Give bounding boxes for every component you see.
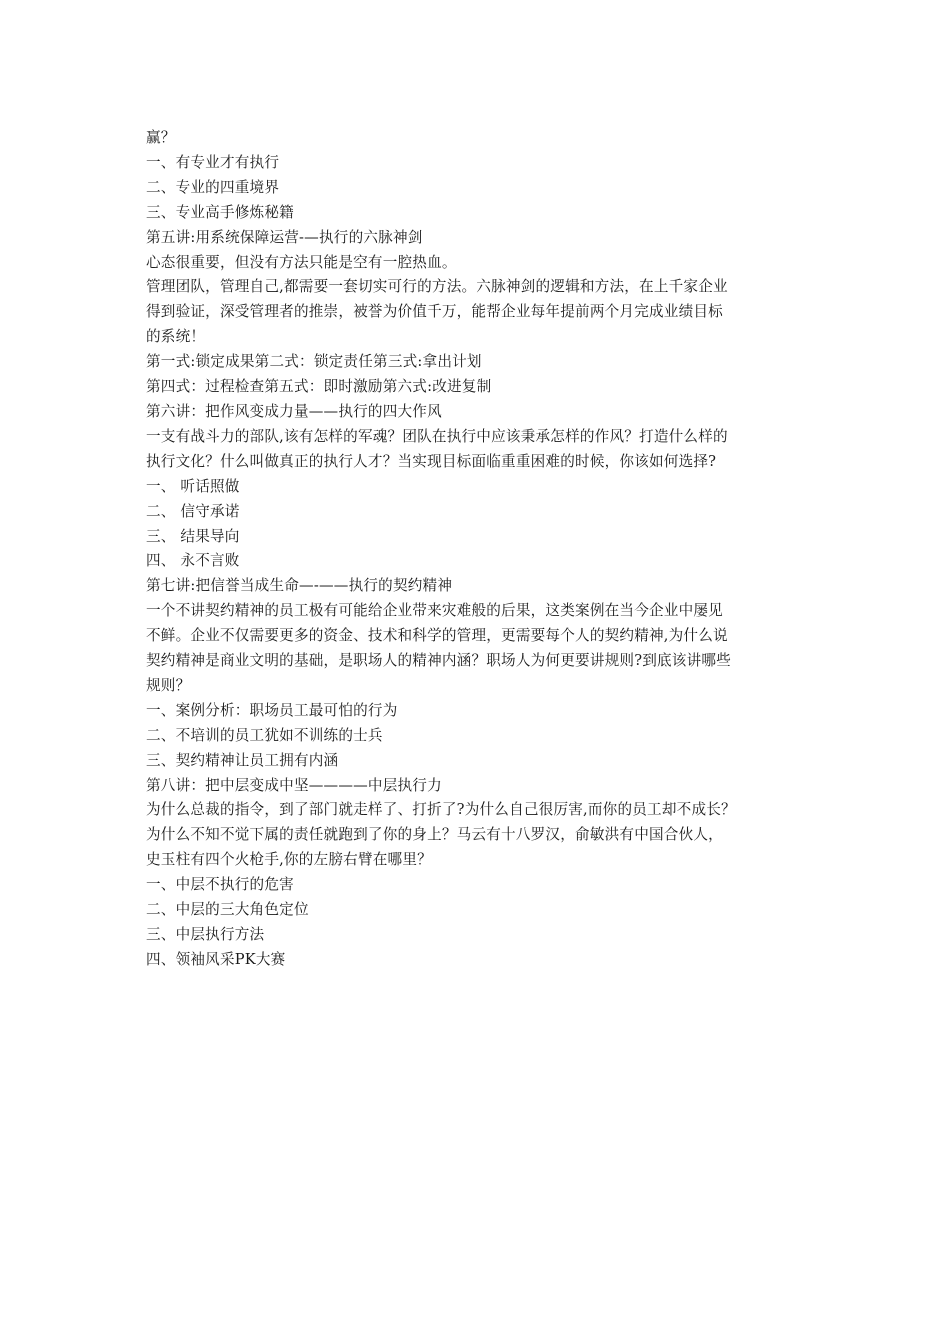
- list-item: 三、中层执行方法: [146, 926, 265, 943]
- text-line: 管理团队，管理自己,都需要一套切实可行的方法。六脉神剑的逻辑和方法，在上千家企业: [146, 278, 728, 296]
- text-line: 第一式:锁定成果第二式：锁定责任第三式:拿出计划: [146, 353, 482, 371]
- section-heading-lecture-7: 第七讲:把信誉当成生命—-——执行的契约精神: [146, 577, 453, 595]
- text-line: 史玉柱有四个火枪手,你的左膀右臂在哪里？: [146, 851, 432, 869]
- list-item: 二、 信守承诺: [146, 502, 240, 520]
- text-line: 得到验证，深受管理者的推崇，被誉为价值千万，能帮企业每年提前两个月完成业绩目标: [146, 303, 723, 321]
- list-item: 一、有专业才有执行: [146, 153, 280, 171]
- document-body: [146, 126, 836, 973]
- text-line: 为什么总裁的指令，到了部门就走样了、打折了?为什么自己很厉害,而你的员工却不成长？: [146, 801, 736, 819]
- section-heading-lecture-8: 第八讲：把中层变成中坚————中层执行力: [146, 776, 442, 794]
- text-line: 不鲜。企业不仅需要更多的资金、技术和科学的管理，更需要每个人的契约精神,为什么说: [146, 627, 728, 645]
- list-item: 三、专业高手修炼秘籍: [146, 203, 294, 221]
- list-item: 一、中层不执行的危害: [146, 876, 294, 894]
- text-line: 规则？: [146, 676, 191, 694]
- text-line: 契约精神是商业文明的基础，是职场人的精神内涵？职场人为何更要讲规则?到底该讲哪些: [146, 652, 731, 670]
- list-item: 一、 听话照做: [146, 477, 240, 495]
- text-line: 心态很重要，但没有方法只能是空有一腔热血。: [146, 253, 457, 271]
- text-line: 执行文化？什么叫做真正的执行人才？当实现目标面临重重困难的时候，你该如何选择?: [146, 452, 717, 470]
- list-item: 二、专业的四重境界: [146, 178, 280, 196]
- text-line: 赢？: [146, 129, 176, 146]
- list-item: 二、不培训的员工犹如不训练的士兵: [146, 726, 383, 744]
- text-line: 第四式：过程检查第五式：即时激励第六式:改进复制: [146, 378, 492, 396]
- text-line: 一支有战斗力的部队,该有怎样的军魂？团队在执行中应该秉承怎样的作风？打造什么样的: [146, 427, 728, 445]
- text-line: 一个不讲契约精神的员工极有可能给企业带来灾难般的后果，这类案例在当今企业中屡见: [146, 602, 723, 620]
- text-line: 的系统！: [146, 328, 206, 346]
- text-line: 为什么不知不觉下属的责任就跑到了你的身上？马云有十八罗汉，俞敏洪有中国合伙人，: [146, 826, 723, 844]
- list-item: 四、 永不言败: [146, 552, 240, 570]
- list-item: 一、案例分析：职场员工最可怕的行为: [146, 701, 398, 719]
- list-item: 三、契约精神让员工拥有内涵: [146, 751, 339, 769]
- section-heading-lecture-5: 第五讲:用系统保障运营-—执行的六脉神剑: [146, 228, 423, 246]
- list-item: 三、 结果导向: [146, 527, 240, 545]
- list-item: 二、中层的三大角色定位: [146, 901, 309, 919]
- list-item: 四、领袖风采PK大赛: [146, 950, 286, 968]
- section-heading-lecture-6: 第六讲：把作风变成力量——执行的四大作风: [146, 402, 442, 420]
